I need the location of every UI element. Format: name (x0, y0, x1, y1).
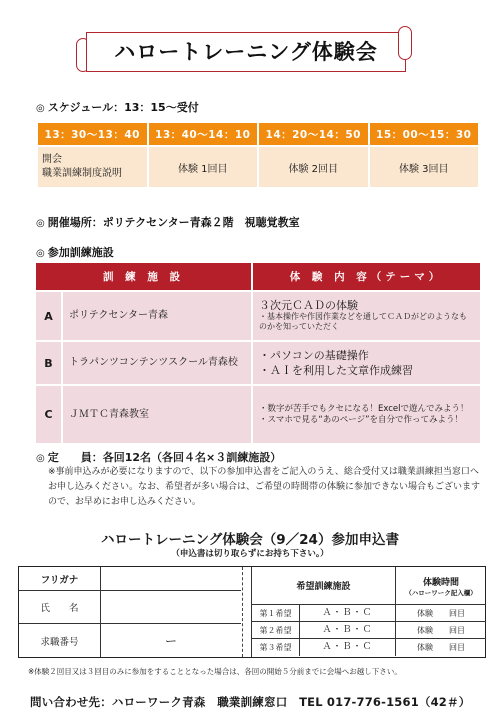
time-slot-1: 13：30〜13：40 (38, 123, 147, 145)
facility-theme (252, 341, 480, 385)
theme-line: ・数字が苦手でもクセになる！Excelで遊んでみよう！ (259, 403, 469, 414)
theme-detail: ・基本操作や作図作業などを通してＣＡＤがどのようなものかを知っていただく (259, 312, 467, 331)
schedule-body-row (38, 147, 478, 187)
schedule-heading (36, 99, 199, 115)
furigana-row (19, 567, 241, 591)
facility-letter: A (36, 291, 62, 341)
facility-name: ＪＭＴＣ青森教室 (62, 385, 252, 443)
schedule-header-row (38, 123, 478, 145)
bullet-icon: ◎ (36, 453, 45, 464)
bullet-icon: ◎ (36, 218, 45, 229)
time-slot-2: 13：40〜14：10 (149, 123, 258, 145)
bullet-icon: ◎ (36, 248, 45, 259)
facility-theme (252, 385, 480, 443)
form-footnote: ※体験２回目又は３回目のみに参加をすることとなった場合は、各回の開始５分前までに会場へお越し下さい。 (28, 667, 402, 676)
theme-column-header: 体 験 内 容（テーマ） (252, 263, 480, 291)
opening-line-1: 開会 (42, 154, 62, 165)
preference-rank: 第２希望 (252, 622, 300, 639)
facility-row-c (36, 385, 480, 443)
facility-name: ポリテクセンター青森 (62, 291, 252, 341)
schedule-cell-opening (38, 147, 147, 187)
time-header-note: （ハローワーク記入欄） (405, 588, 477, 597)
theme-line: ・パソコンの基礎操作 (259, 349, 369, 362)
theme-line: ・ＡＩを利用した文章作成練習 (259, 364, 413, 377)
preference-rank: 第３希望 (252, 639, 300, 656)
schedule-cell-trial-2: 体験 2回目 (259, 147, 368, 187)
name-label: 氏 名 (19, 591, 101, 623)
job-number-row (19, 624, 241, 657)
preference-time[interactable]: 体験 回目 (417, 609, 465, 618)
capacity-text: 定 員：各回12名（各回４名×３訓練施設） (47, 451, 282, 464)
form-subtitle: （申込書は切り取らずにお持ち下さい。） (171, 549, 329, 559)
opening-line-2: 職業訓練制度説明 (42, 168, 122, 179)
time-header (396, 567, 486, 605)
preference-options[interactable]: Ａ・Ｂ・Ｃ (300, 639, 396, 656)
job-number-field[interactable]: ー (164, 634, 177, 648)
theme-main: ３次元ＣＡＤの体験 (259, 299, 358, 312)
preference-rank: 第１希望 (252, 605, 300, 622)
facility-column-header: 訓 練 施 設 (36, 263, 252, 291)
venue-heading (36, 214, 300, 230)
applicant-info (19, 567, 241, 657)
time-slot-4: 15：00〜15：30 (370, 123, 479, 145)
facility-row-b (36, 341, 480, 385)
preference-options[interactable]: Ａ・Ｂ・Ｃ (300, 605, 396, 622)
facilities-heading (36, 244, 114, 260)
time-header-label: 体験時間 (422, 577, 459, 588)
preference-row-1 (252, 605, 486, 622)
capacity-line (36, 449, 281, 465)
preference-row-3 (252, 639, 486, 656)
facility-theme (252, 291, 480, 341)
facilities-table (36, 263, 480, 443)
form-title: ハロートレーニング体験会（9／24）参加申込書 (101, 532, 399, 548)
facilities-heading-text: 参加訓練施設 (47, 246, 114, 259)
job-number-label: 求職番号 (19, 624, 101, 657)
cut-line (242, 567, 243, 657)
preference-row-2 (252, 622, 486, 639)
title-banner (72, 24, 418, 76)
facilities-header-row (36, 263, 480, 291)
application-note: ※事前申込みが必要になりますので、以下の参加申込書をご記入のうえ、総合受付又は職業訓練担当窓口へお申し込みください。なお、希望者が多い場合は、ご希望の時間帯の体験に参加できない場合もございますので、お早めにお申し込みください。 (48, 467, 481, 507)
schedule-cell-trial-3: 体験 3回目 (370, 147, 479, 187)
preference-options[interactable]: Ａ・Ｂ・Ｃ (300, 622, 396, 639)
bullet-icon: ◎ (36, 103, 45, 114)
time-slot-3: 14：20〜14：50 (259, 123, 368, 145)
facility-letter: B (36, 341, 62, 385)
furigana-label: フリガナ (19, 567, 101, 590)
facility-preference-header: 希望訓練施設 (252, 567, 396, 605)
facility-row-a (36, 291, 480, 341)
theme-line: ・スマホで見る“あのページ”を自分で作ってみよう！ (259, 414, 463, 425)
preference-time[interactable]: 体験 回目 (417, 643, 465, 652)
preference-table (251, 567, 485, 657)
venue-text: 開催場所：ポリテクセンター青森２階 視聴覚教室 (47, 216, 300, 229)
schedule-heading-text: スケジュール：13：15〜受付 (47, 101, 199, 114)
application-form (18, 566, 486, 658)
preference-time[interactable]: 体験 回目 (417, 626, 465, 635)
furigana-field[interactable] (101, 567, 241, 590)
schedule-cell-trial-1: 体験 1回目 (149, 147, 258, 187)
facility-name: トラパンツコンテンツスクール青森校 (62, 341, 252, 385)
name-row (19, 591, 241, 624)
contact-info: 問い合わせ先：ハローワーク青森 職業訓練窓口 TEL 017-776-1561（42＃） (30, 695, 471, 709)
name-field[interactable] (101, 591, 241, 623)
schedule-table (36, 121, 480, 189)
facility-letter: C (36, 385, 62, 443)
page-title: ハロートレーニング体験会 (114, 40, 378, 64)
